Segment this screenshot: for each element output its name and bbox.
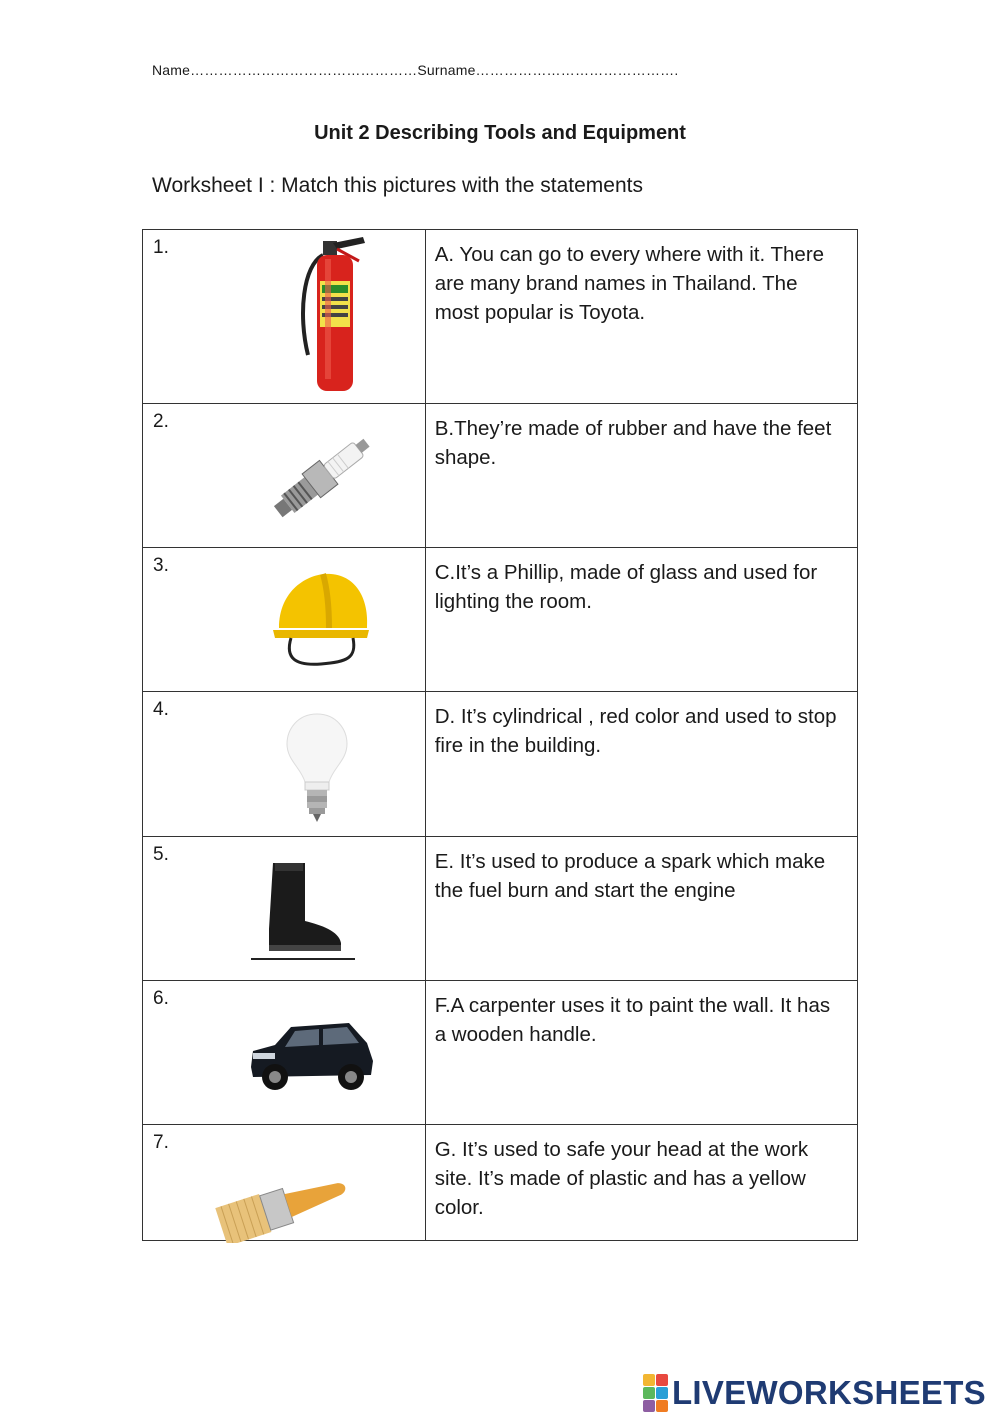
- light-bulb-picture: [285, 712, 349, 824]
- statement-cell: E. It’s used to produce a spark which make the fuel burn and start the engine: [425, 837, 857, 981]
- liveworksheets-logo: [643, 1374, 986, 1412]
- page-title: Unit 2 Describing Tools and Equipment: [314, 122, 686, 144]
- safety-helmet-picture: [271, 568, 375, 672]
- suv-car-picture: [245, 1015, 379, 1095]
- table-row: [143, 981, 858, 1125]
- picture-cell: [143, 981, 426, 1125]
- picture-cell: [143, 1125, 426, 1241]
- table-row: [143, 404, 858, 548]
- item-number: 1.: [153, 237, 169, 258]
- statement-cell: F.A carpenter uses it to paint the wall. It has a wooden handle.: [425, 981, 857, 1125]
- picture-cell: [143, 692, 426, 837]
- picture-cell: [143, 230, 426, 404]
- logo-text: LIVEWORKSHEETS: [671, 1374, 986, 1411]
- logo-icon: [643, 1374, 668, 1412]
- matching-table: [142, 229, 858, 1241]
- name-surname-line: Name…………………………………………Surname…………………………………….: [152, 62, 679, 78]
- rubber-boot-picture: [251, 859, 357, 963]
- table-row: [143, 548, 858, 692]
- item-number: 3.: [153, 555, 169, 576]
- item-number: 6.: [153, 988, 169, 1009]
- spark-plug-picture: [263, 426, 383, 530]
- statement-cell: A. You can go to every where with it. There are many brand names in Thailand. The most popular is Toyota.: [425, 230, 857, 404]
- picture-cell: [143, 837, 426, 981]
- item-number: 5.: [153, 844, 169, 865]
- table-row: [143, 1125, 858, 1241]
- item-number: 7.: [153, 1132, 169, 1153]
- statement-cell: B.They’re made of rubber and have the feet shape.: [425, 404, 857, 548]
- item-number: 2.: [153, 411, 169, 432]
- picture-cell: [143, 404, 426, 548]
- table-row: [143, 230, 858, 404]
- statement-cell: C.It’s a Phillip, made of glass and used for lighting the room.: [425, 548, 857, 692]
- item-number: 4.: [153, 699, 169, 720]
- worksheet-instruction: Worksheet I : Match this pictures with the statements: [152, 174, 643, 197]
- statement-cell: G. It’s used to safe your head at the work site. It’s made of plastic and has a yellow color.: [425, 1125, 857, 1241]
- table-row: [143, 692, 858, 837]
- statement-cell: D. It’s cylindrical , red color and used to stop fire in the building.: [425, 692, 857, 837]
- picture-cell: [143, 548, 426, 692]
- paint-brush-picture: [213, 1163, 353, 1243]
- fire-extinguisher-picture: [293, 235, 373, 397]
- table-row: [143, 837, 858, 981]
